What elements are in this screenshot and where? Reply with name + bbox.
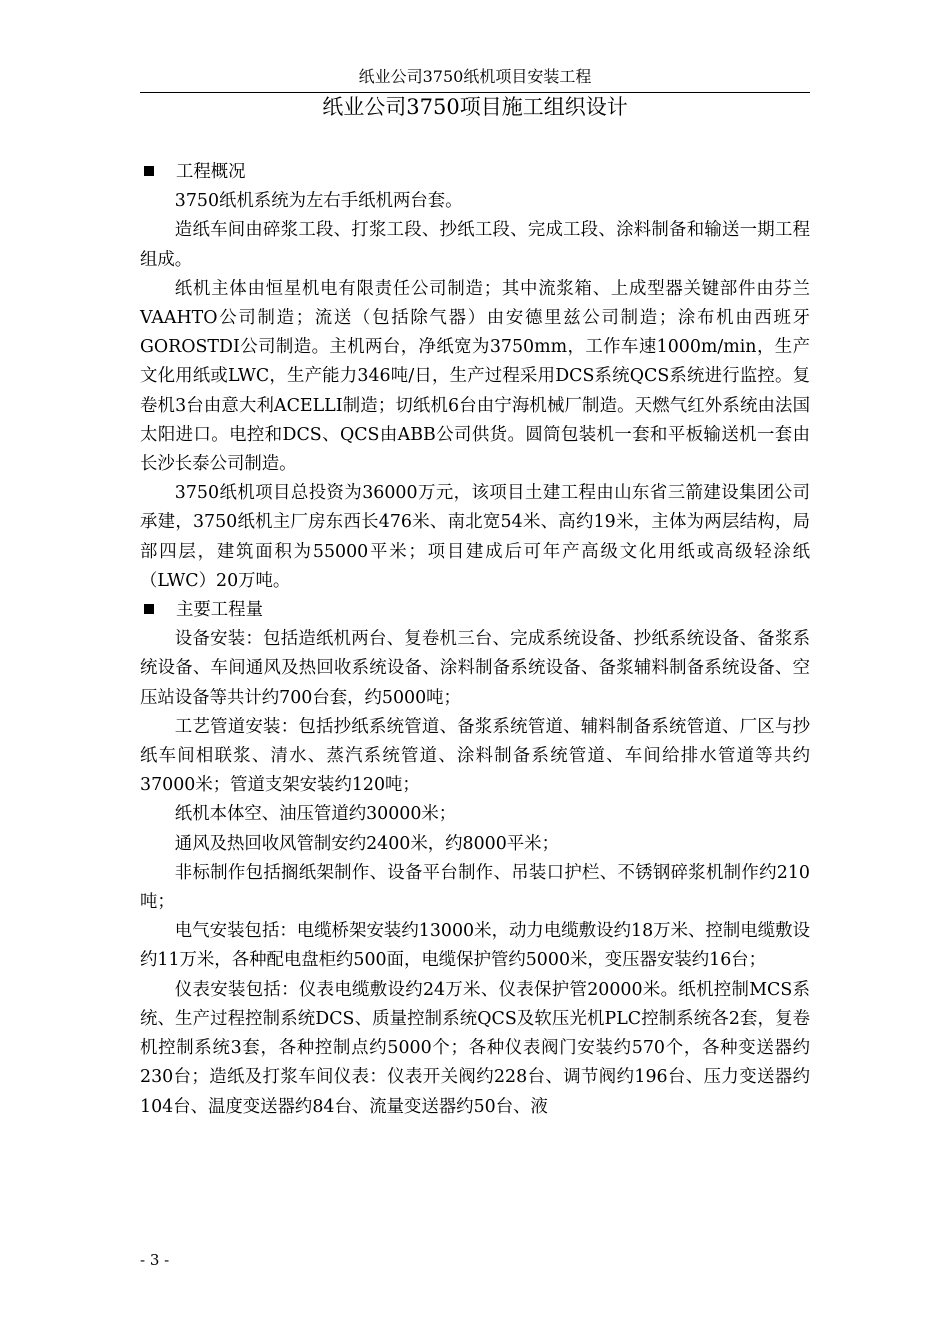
paragraph: 纸机主体由恒星机电有限责任公司制造；其中流浆箱、上成型器关键部件由芬兰VAAHTO公司制造；流送（包括除气器）由安德里兹公司制造；涂布机由西班牙GOROSTDI公司制造。主机两台，净纸宽为3750mm，工作车速1000m/min，生产文化用纸或LWC，生产能力346吨/日，生产过程采用DCS系统QCS系统进行监控。复卷机3台由意大利ACELLI制造；切纸机6台由宁海机械厂制造。天燃气红外系统由法国太阳进口。电控和DCS、QCS由ABB公司供货。圆筒包装机一套和平板输送机一套由长沙长泰公司制造。 — [140, 278, 810, 475]
section-heading-text: 工程概况 — [176, 162, 246, 182]
paragraph: 工艺管道安装：包括抄纸系统管道、备浆系统管道、辅料制备系统管道、厂区与抄纸车间相联浆、清水、蒸汽系统管道、涂料制备系统管道、车间给排水管道等共约37000米；管道支架安装约120吨； — [140, 716, 810, 796]
paragraph: 通风及热回收风管制安约2400米，约8000平米； — [174, 833, 559, 854]
running-header: 纸业公司3750纸机项目安装工程 — [358, 67, 592, 86]
section-heading-quantities — [140, 596, 810, 625]
paragraph: 3750纸机系统为左右手纸机两台套。 — [174, 191, 463, 212]
paragraph: 电气安装包括：电缆桥架安装约13000米，动力电缆敷设约18万米、控制电缆敷设约11万米，各种配电盘柜约500面，电缆保护管约5000米，变压器安装约16台； — [140, 921, 810, 971]
section-heading-text: 主要工程量 — [176, 600, 263, 621]
paragraph: 仪表安装包括：仪表电缆敷设约24万米、仪表保护管20000米。纸机控制MCS系统、生产过程控制系统DCS、质量控制系统QCS及软压光机PLC控制系统各2套，复卷机控制系统3套，各种控制点约5000个；各种仪表阀门安装约570个，各种变送器约230台；造纸及打浆车间仪表：仪表开关阀约228台、调节阀约196台、压力变送器约104台、温度变送器约84台、流量变送器约50台、液 — [140, 979, 810, 1117]
section-heading-overview — [140, 158, 810, 187]
square-bullet-icon — [144, 166, 154, 176]
paragraph: 造纸车间由碎浆工段、打浆工段、抄纸工段、完成工段、涂料制备和输送一期工程组成。 — [140, 220, 810, 270]
paragraph: 3750纸机项目总投资为36000万元，该项目土建工程由山东省三箭建设集团公司承建，3750纸机主厂房东西长476米、南北宽54米、高约19米，主体为两层结构，局部四层，建筑面积为55000平米；项目建成后可年产高级文化用纸或高级轻涂纸（LWC）20万吨。 — [140, 483, 810, 591]
document-body — [140, 158, 810, 1122]
paragraph: 设备安装：包括造纸机两台、复卷机三台、完成系统设备、抄纸系统设备、备浆系统设备、车间通风及热回收系统设备、涂料制备系统设备、备浆辅料制备系统设备、空压站设备等共计约700台套，约5000吨； — [140, 629, 810, 708]
paragraph: 非标制作包括搁纸架制作、设备平台制作、吊装口护栏、不锈钢碎浆机制作约210吨； — [140, 862, 810, 913]
page-number: - 3 - — [140, 1251, 170, 1269]
square-bullet-icon — [144, 604, 154, 614]
document-title: 纸业公司3750项目施工组织设计 — [322, 95, 628, 119]
paragraph: 纸机本体空、油压管道约30000米； — [174, 804, 457, 825]
